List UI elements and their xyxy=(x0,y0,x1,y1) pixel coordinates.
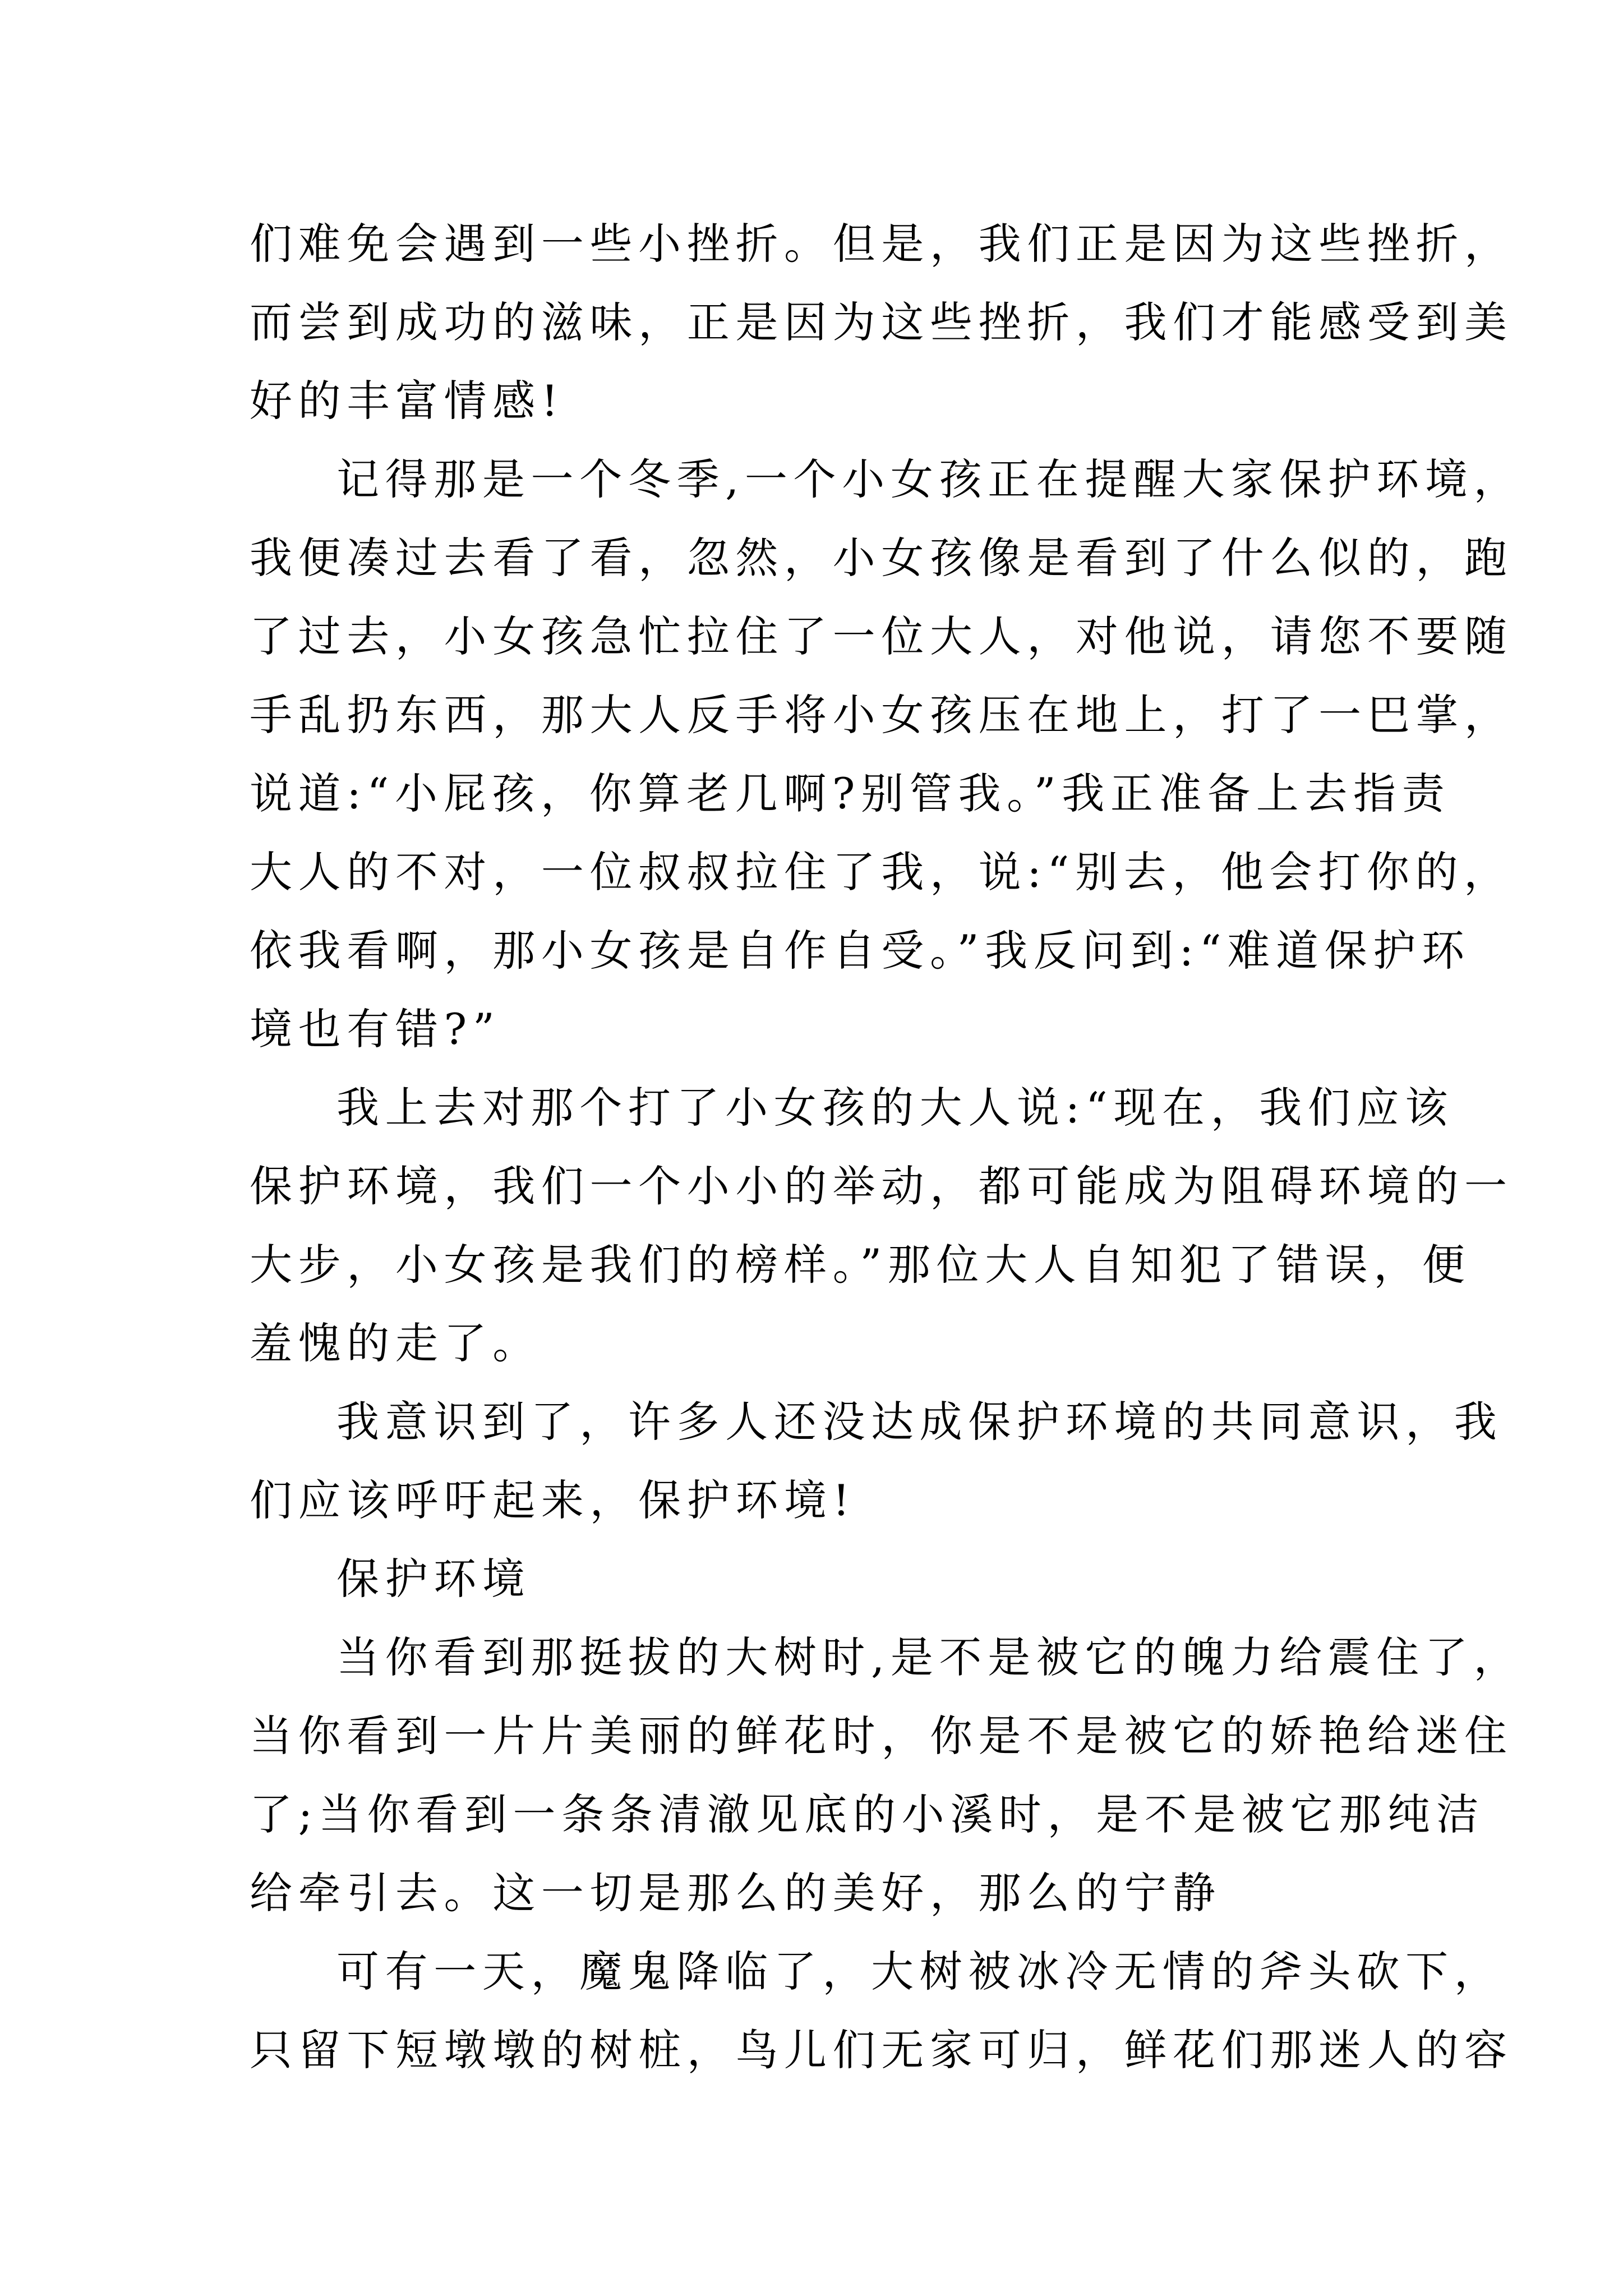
text-line: 手乱扔东西，那大人反手将小女孩压在地上，打了一巴掌， xyxy=(250,690,1513,740)
text-line: 好的丰富情感! xyxy=(250,376,565,426)
text-line: 只留下短墩墩的树桩，鸟儿们无家可归，鲜花们那迷人的容 xyxy=(250,2025,1513,2075)
text-line: 说道:“小屁孩，你算老几啊?别管我。”我正准备上去指责 xyxy=(250,769,1451,818)
section-title: 保护环境 xyxy=(336,1554,531,1604)
text-line: 们应该呼吁起来，保护环境! xyxy=(250,1475,856,1525)
text-line: 了过去，小女孩急忙拉住了一位大人，对他说，请您不要随 xyxy=(250,611,1513,661)
text-line: 依我看啊，那小女孩是自作自受。”我反问到:“难道保护环 xyxy=(250,926,1470,976)
body-text xyxy=(250,205,1523,2090)
text-line: 们难免会遇到一些小挫折。但是，我们正是因为这些挫折， xyxy=(250,219,1513,269)
text-line: 大步，小女孩是我们的榜样。”那位大人自知犯了错误，便 xyxy=(250,1240,1471,1290)
text-line: 大人的不对，一位叔叔拉住了我，说:“别去，他会打你的， xyxy=(250,847,1513,897)
text-line: 可有一天，魔鬼降临了，大树被冰冷无情的斧头砍下， xyxy=(336,1947,1503,1996)
text-line: 我上去对那个打了小女孩的大人说:“现在，我们应该 xyxy=(336,1083,1454,1133)
text-line: 了;当你看到一条条清澈见底的小溪时，是不是被它那纯洁 xyxy=(250,1789,1485,1839)
text-line: 我便凑过去看了看，忽然，小女孩像是看到了什么似的，跑 xyxy=(250,533,1513,583)
text-line: 给牵引去。这一切是那么的美好，那么的宁静 xyxy=(250,1868,1221,1918)
text-line: 而尝到成功的滋味，正是因为这些挫折，我们才能感受到美 xyxy=(250,297,1513,347)
text-line: 记得那是一个冬季,一个小女孩正在提醒大家保护环境， xyxy=(336,454,1523,504)
text-line: 我意识到了，许多人还没达成保护环境的共同意识，我 xyxy=(336,1397,1503,1447)
text-line: 当你看到一片片美丽的鲜花时，你是不是被它的娇艳给迷住 xyxy=(250,1711,1513,1761)
text-line: 羞愧的走了。 xyxy=(250,1318,541,1368)
text-line: 当你看到那挺拔的大树时,是不是被它的魄力给震住了， xyxy=(336,1632,1523,1682)
text-line: 保护环境，我们一个小小的举动，都可能成为阻碍环境的一 xyxy=(250,1161,1513,1211)
text-line: 境也有错?” xyxy=(250,1004,501,1054)
